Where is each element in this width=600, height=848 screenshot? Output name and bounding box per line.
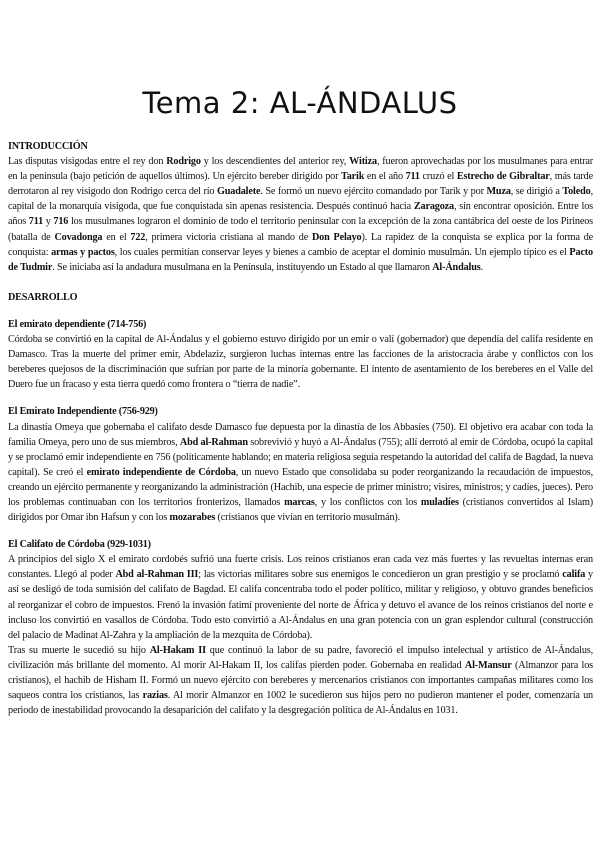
bold-term: Tarik [341, 171, 365, 183]
bold-term: 711 [405, 171, 420, 183]
bold-term: Al-Ándalus [432, 261, 481, 273]
bold-term: Don Pelayo [311, 231, 362, 243]
section-paragraph-emirato-independiente: La dinastía Omeya que gobernaba el califato desde Damasco fue depuesta por la dinastía de los Abbasíes (750). El objetivo era acabar con toda la familia Omeya, pero uno de sus miembros, Abd al-Rahman sobrevivió y huyó a Al-Ándalus (755); allí derrotó al emir de Córdoba, ocupó la capital y se proclamó emir independiente en 756 (políticamente hablando; en materia religiosa seguía respetando la autoridad del califa de Bagdad, la nueva capital). Se creó el emirato independiente de Córdoba, un nuevo Estado que consolidaba su poder reorganizando la recaudación de impuestos, creando un ejército permanente y reorganizando la administración (Hachib, una especie de primer ministro; visires, ministros; y cadíes, jueces). Pero los problemas continuaban con los territorios fronterizos, llamados marcas, y los conflictos con los muladíes (cristianos convertidos al Islam) dirigidos por Omar ibn Hafsun y con los mozarabes (cristianos que vivían en territorio musulmán). [8, 421, 593, 524]
bold-term: muladíes [420, 496, 459, 508]
bold-term: Al-Mansur [464, 659, 512, 671]
bold-term: Covadonga [54, 231, 103, 243]
bold-term: Guadalete [216, 186, 261, 198]
bold-term: Rodrigo [166, 156, 201, 168]
bold-term: armas y pactos [51, 246, 115, 258]
intro-paragraph: Las disputas visigodas entre el rey don Rodrigo y los descendientes del anterior rey, Witiza, fueron aprovechadas por los musulmanes para entrar en la península (bajo petición de aquellos últimos). Un ejército bereber dirigido por Tarik en el año 711 cruzó el Estrecho de Gibraltar, más tarde derrotaron al rey visigodo don Rodrigo cerca del río Guadalete. Se formó un nuevo ejército comandado por Tarik y por Muza, se dirigió a Toledo, capital de la monarquía visigoda, que fue conquistada sin apenas resistencia. Después continuó hacia Zaragoza, sin encontrar oposición. Entre los años 711 y 716 los musulmanes lograron el dominio de todo el territorio peninsular con la excepción de la zona cantábrica del oeste de los Pirineos (batalla de Covadonga en el 722, primera victoria cristiana al mando de Don Pelayo). La rapidez de la conquista se explica por la forma de conquista: armas y pactos, los cuales permitían conservar leyes y bienes a cambio de aceptar el dominio musulmán. Un ejemplo típico es el Pacto de Tudmir. Se iniciaba así la andadura musulmana en la Península, instituyendo un Estado al que llamaron Al-Ándalus. [8, 156, 594, 273]
section-paragraph-califato-1: A principios del siglo X el emirato cordobés sufrió una fuerte crisis. Los reinos cristianos eran cada vez más fuertes y las revueltas internas eran constantes. Llegó al poder Abd al-Rahman III; las victorias militares sobre sus enemigos le concedieron un gran prestigio y se proclamó califa y así se desligó de toda sumisión del califato de Bagdad. El califa concentraba todo el poder político, militar y religioso, y obtuvo grandes beneficios al reorganizar el cobro de impuestos. Frenó la invasión fatimí proveniente del norte de África y detuvo el avance de los reinos cristianos del norte e incluso los convirtió en vasallos de Córdoba. Todo esto convirtió a Al-Ándalus en una gran potencia con un gran esplendor cultural (construcción del palacio de Madinat Al-Zahra y la ampliación de la mezquita de Córdoba). [8, 554, 593, 641]
section-paragraph-califato-2: Tras su muerte le sucedió su hijo Al-Hakam II que continuó la labor de su padre, favoreció el impulso intelectual y artístico de Al-Ándalus, civilización más brillante del momento. Al morir Al-Hakam II, los califas pierden poder. Gobernaba en realidad Al-Mansur (Almanzor para los cristianos), el hachib de Hisham II. Formó un nuevo ejército con bereberes y mercenarios cristianos con importantes campañas militares como los saqueos contra los cristianos, las razias. Al morir Almanzor en 1002 le sucedieron sus hijos pero no pudieron mantener el poder, comenzaría un periodo de inestabilidad provocando la desaparición del califato y la desgregación política de Al-Ándalus en 1031. [8, 644, 594, 717]
bold-term: 711 [28, 216, 44, 228]
section-heading-califato: El Califato de Córdoba (929-1031) [8, 539, 151, 551]
document-title: Tema 2: AL-ÁNDALUS [142, 86, 458, 120]
bold-term: Abd al-Rahman III [115, 569, 199, 581]
bold-term: Toledo [562, 186, 591, 198]
document-body [8, 139, 593, 718]
bold-term: Zaragoza [413, 201, 454, 213]
bold-term: Estrecho de Gibraltar [456, 171, 550, 183]
bold-term: Abd al-Rahman [179, 436, 248, 448]
desarrollo-heading: DESARROLLO [8, 291, 78, 303]
bold-term: 716 [53, 216, 69, 228]
section-heading-emirato-independiente: El Emirato Independiente (756-929) [8, 406, 158, 418]
section-paragraph-emirato-dependiente: Córdoba se convirtió en la capital de Al-Ándalus y el gobierno estuvo dirigido por un emir o valí (gobernador) que dependía del califa residente en Damasco. Tras la muerte del primer emir, Abdelaziz, surgieron luchas internas entre las facciones de la aristocracia árabe y conflictos con los bereberes quejosos de la discriminación que sufrían por parte de la minoría gobernante. El intento de asentamiento de los bereberes en el Valle del Duero fue un fracaso y esta tierra quedó como frontera o “tierra de nadie”. [8, 334, 593, 391]
bold-term: mozarabes [169, 512, 216, 524]
bold-term: 722 [130, 231, 146, 243]
bold-term: marcas [284, 496, 315, 508]
bold-term: Witiza [349, 156, 377, 168]
bold-term: Al-Hakam II [149, 644, 206, 656]
section-heading-emirato-dependiente: El emirato dependiente (714-756) [8, 318, 147, 330]
bold-term: emirato independiente de Córdoba [86, 466, 236, 478]
intro-heading: INTRODUCCIÓN [8, 141, 88, 152]
bold-term: Muza [486, 186, 511, 198]
bold-term: califa [562, 569, 586, 581]
bold-term: razias [142, 690, 168, 702]
bold-term: Pacto de Tudmir [8, 246, 593, 273]
